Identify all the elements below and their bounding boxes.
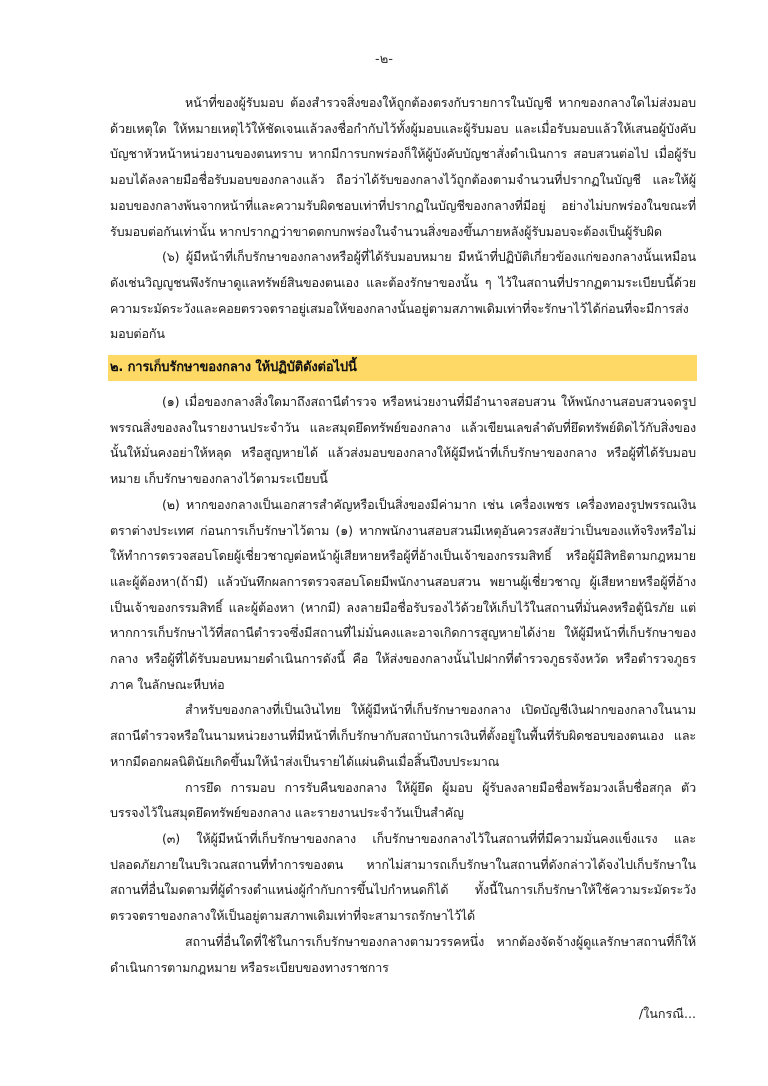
paragraph-item-3: (๓) ให้ผู้มีหน้าที่เก็บรักษาของกลาง เก็บรักษาของกลางไว้ในสถานที่ที่มีความมั่นคงแข็งแรง และปลอดภัยภายในบริเวณสถานที่ทำการของตน หากไม่สามารถเก็บรักษาในสถานที่ดังกล่าวได้จงไปเก็บรักษาในสถานที่อื่นใมดตามที่ผู้ดำรงตำแหน่งผู้กำกับการขึ้นไปกำหนดก็ได้ ทั้งนี้ในการเก็บรักษาให้ใช้ความระมัดระวังตรวจตราของกลางให้เป็นอยู่ตามสภาพเดิมเท่าที่จะสามารถรักษาไว้ได้ xyxy=(110,830,696,924)
continuation-marker: /ในกรณี... xyxy=(638,1006,696,1021)
section-heading-text: ๒. การเก็บรักษาของกลาง ให้ปฏิบัติดังต่อไปนี้ xyxy=(110,360,357,376)
paragraph-item-2: (๒) หากของกลางเป็นเอกสารสำคัญหรือเป็นสิ่งของมีค่ามาก เช่น เครื่องเพชร เครื่องทองรูปพรรณเงินตราต่างประเทศ ก่อนการเก็บรักษาไว้ตาม (๑) หากพนักงานสอบสวนมีเหตุอันควรสงสัยว่าเป็นของแท้จริงหรือไม่ ให้ทำการตรวจสอบโดยผู้เชี่ยวชาญต่อหน้าผู้เสียหายหรือผู้ที่อ้างเป็นเจ้าของกรรมสิทธิ์ หรือผู้มีสิทธิตามกฎหมาย และผู้ต้องหา(ถ้ามี) แล้วบันทึกผลการตรวจสอบโดยมีพนักงานสอบสวน พยานผู้เชี่ยวชาญ ผู้เสียหายหรือผู้ที่อ้างเป็นเจ้าของกรรมสิทธิ์ และผู้ต้องหา (หากมี) ลงลายมือชื่อรับรองไว้ด้วยให้เก็บไว้ในสถานที่มั่นคงหรือตู้นิรภัย แต่หากการเก็บรักษาไว้ที่สถานีตำรวจซึ่งมีสถานที่ไม่มั่นคงและอาจเกิดการสูญหายได้ง่าย ให้ผู้มีหน้าที่เก็บรักษาของกลาง หรือผู้ที่ได้รับมอบหมายดำเนินการดังนี้ คือ ให้ส่งของกลางนั้นไปฝากที่ตำรวจภูธรจังหวัด หรือตำรวจภูธรภาค ในลักษณะหีบห่อ xyxy=(110,496,696,692)
paragraph-item-6: (๖) ผู้มีหน้าที่เก็บรักษาของกลางหรือผู้ที่ได้รับมอบหมาย มีหน้าที่ปฏิบัติเกี่ยวข้องแก่ของกลางนั้นเหมือนดังเช่นวิญญูชนพึงรักษาดูแลทรัพย์สินของตนเอง และต้องรักษาของนั้น ๆ ไว้ในสถานที่ปรากฏตามระเบียบนี้ด้วยความระมัดระวังและคอยตรวจตราอยู่เสมอให้ของกลางนั้นอยู่ตามสภาพเดิมเท่าที่จะรักษาไว้ได้ก่อนที่จะมีการส่งมอบต่อกัน xyxy=(110,249,696,342)
paragraph-thai-currency: สำหรับของกลางที่เป็นเงินไทย ให้ผู้มีหน้าที่เก็บรักษาของกลาง เปิดบัญชีเงินฝากของกลางในนามสถานีตำรวจหรือในนามหน่วยงานที่มีหน้าที่เก็บรักษากับสถาบันการเงินที่ตั้งอยู่ในพื้นที่รับผิดชอบของตนเอง และหากมีดอกผลนิตินัยเกิดขึ้นมให้นำส่งเป็นรายได้แผ่นดินเมื่อสิ้นปีงบประมาณ xyxy=(110,702,696,769)
page-number: -๒- xyxy=(375,52,393,67)
paragraph-handover-duties: หน้าที่ของผู้รับมอบ ต้องสำรวจสิ่งของให้ถูกต้องตรงกับรายการในบัญชี หากของกลางใดไม่ส่งมอบด้วยเหตุใด ให้หมายเหตุไว้ให้ชัดเจนแล้วลงชื่อกำกับไว้ทั้งผู้มอบและผู้รับมอบ และเมื่อรับมอบแล้วให้เสนอผู้บังคับบัญชาหัวหน้าหน่วยงานของตนทราบ หากมีการบกพร่องก็ให้ผู้บังคับบัญชาสั่งดำเนินการ สอบสวนต่อไป เมื่อผู้รับมอบได้ลงลายมือชื่อรับมอบของกลางแล้ว ถือว่าได้รับของกลางไว้ถูกต้องตามจำนวนที่ปรากฏในบัญชี และให้ผู้มอบของกลางพ้นจากหน้าที่และความรับผิดชอบเท่าที่ปรากฏในบัญชีของกลางที่มีอยู่ อย่างไม่บกพร่องในขณะที่รับมอบต่อกันเท่านั้น หากปรากฏว่าขาดตกบกพร่องในจำนวนสิ่งของขึ้นภายหลังผู้รับมอบจะต้องเป็นผู้รับผิด xyxy=(110,95,696,239)
paragraph-other-locations: สถานที่อื่นใดที่ใช้ในการเก็บรักษาของกลางตามวรรคหนึ่ง หากต้องจัดจ้างผู้ดูแลรักษาสถานที่ก็ให้ดำเนินการตามกฎหมาย หรือระเบียบของทางราชการ xyxy=(110,933,696,975)
section-heading-highlight xyxy=(108,355,697,381)
document-body xyxy=(110,90,696,980)
paragraph-item-1: (๑) เมื่อของกลางสิ่งใดมาถึงสถานีตำรวจ หรือหน่วยงานที่มีอำนาจสอบสวน ให้พนักงานสอบสวนจดรูปพรรณสิ่งของลงในรายงานประจำวัน และสมุดยึดทรัพย์ของกลาง แล้วเขียนเลขลำดับที่ยึดทรัพย์ติดไว้กับสิ่งของนั้นให้มั่นคงอย่าให้หลุด หรือสูญหายได้ แล้วส่งมอบของกลางให้ผู้มีหน้าที่เก็บรักษาของกลาง หรือผู้ที่ได้รับมอบหมาย เก็บรักษาของกลางไว้ตามระเบียบนี้ xyxy=(110,394,696,487)
paragraph-seizure-record: การยึด การมอบ การรับคืนของกลาง ให้ผู้ยึด ผู้มอบ ผู้รับลงลายมือชื่อพร้อมวงเล็บชื่อสกุล ตัวบรรจงไว้ในสมุดยึดทรัพย์ของกลาง และรายงานประจำวันเป็นสำคัญ xyxy=(110,779,696,821)
